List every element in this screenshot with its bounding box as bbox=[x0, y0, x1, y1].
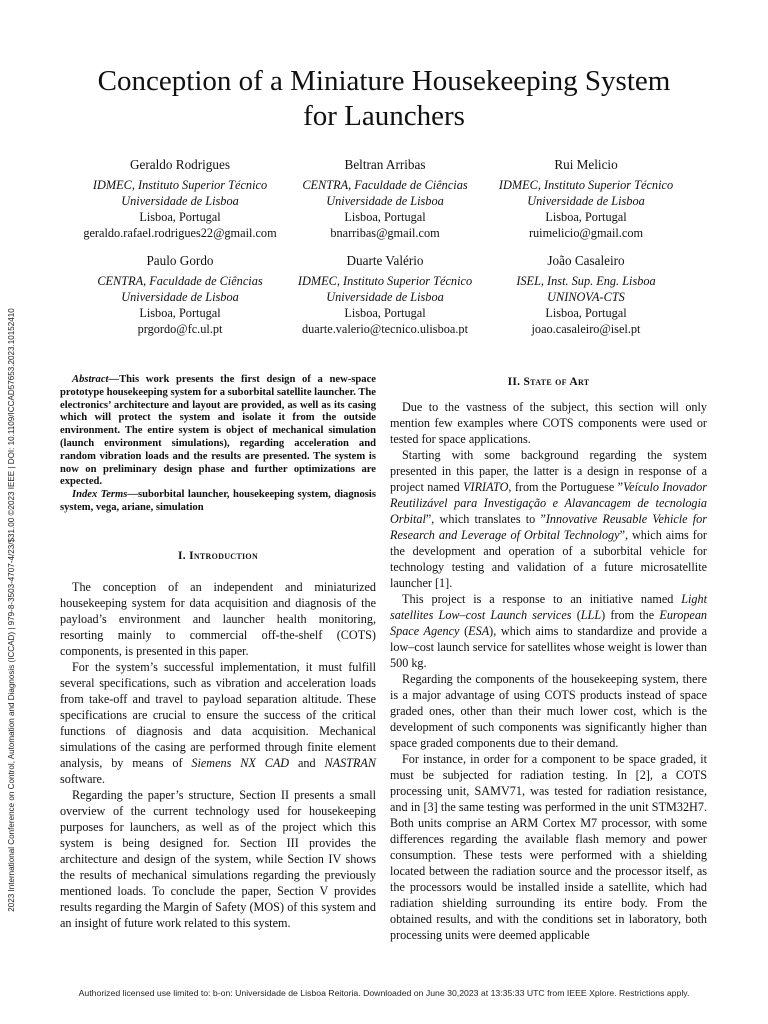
text-run: ”, which translates to ” bbox=[425, 512, 546, 526]
author-email[interactable]: duarte.valerio@tecnico.ulisboa.pt bbox=[301, 322, 468, 336]
author-location: Lisboa, Portugal bbox=[344, 306, 426, 320]
text-run-italic: Light satellites Low–cost Launch services bbox=[390, 592, 707, 622]
right-column bbox=[390, 374, 707, 943]
author-affiliation: IDMEC, Instituto Superior Técnico bbox=[498, 178, 674, 192]
paper-title bbox=[40, 64, 728, 134]
author-location: Lisboa, Portugal bbox=[545, 210, 627, 224]
text-run-italic: Veículo Inovador Reutilizável para Investigação e Alavancagem de tecnologia Orbital bbox=[390, 480, 707, 526]
paragraph bbox=[390, 447, 707, 591]
author-location: Lisboa, Portugal bbox=[344, 210, 426, 224]
author-email[interactable]: bnarribas@gmail.com bbox=[330, 226, 440, 240]
text-run: For the system’s successful implementation, it must fulfill several specifications, such as vibration and acceleration loads from take-off and travel to payload separation altitude. These specifications are crucial to ensure the success of the critical functions of diagnosis and data acquisition. Mechanical simulations of the casing are performed through finite element analysis, by means of bbox=[60, 659, 376, 770]
paragraph: For instance, in order for a component to be space graded, it must be subjected for radiation testing. In [2], a COTS processing unit, SAMV71, was tested for radiation resistance, and in [3] the same testing was performed in the unit STM32H7. Both units comprise an ARM Cortex M7 processor, with some differences regarding the available flash memory and power consumption. These tests were performed with a shielding located between the radiation source and the processor itself, as the processors would be installed inside a satellite, which had radiation shielding surrounding its entire body. From the obtained results, and with the conditions set in laboratory, both processing units were deemed applicable bbox=[390, 752, 707, 942]
paragraph: Due to the vastness of the subject, this section will only mention few examples where COTS components were used or tested for space applications. bbox=[390, 400, 707, 446]
author-block bbox=[80, 157, 280, 241]
title-line-2: for Launchers bbox=[303, 100, 465, 132]
text-run-italic: VIRIATO bbox=[463, 480, 509, 494]
text-run-italic: LLL bbox=[580, 608, 602, 622]
text-run: ) from the bbox=[601, 608, 660, 622]
author-affiliation: Universidade de Lisboa bbox=[121, 194, 239, 208]
section-heading: I. Introduction bbox=[177, 549, 259, 562]
author-block bbox=[486, 253, 686, 337]
author-name: Beltran Arribas bbox=[344, 157, 426, 172]
text-run: Starting with some background regarding the system presented in this paper, the latter is a design in response of a project named bbox=[390, 448, 707, 494]
abstract-block bbox=[60, 374, 376, 515]
abstract-text: —This work presents the first design of a new-space prototype housekeeping system for a suborbital satellite launcher. The electronics’ architecture and layout are provided, as well as its casing which will protect the system and isolate it from the outside environment. The entire system is object of mechanical simulation (launch environment simulations), regarding acceleration and random vibration loads and the results are presented. The system is now on preliminary design phase and further optimizations are expected. bbox=[60, 374, 376, 488]
author-location: Lisboa, Portugal bbox=[139, 210, 221, 224]
author-affiliation: IDMEC, Instituto Superior Técnico bbox=[297, 274, 473, 288]
author-name: Paulo Gordo bbox=[146, 253, 214, 268]
text-run-italic: Innovative Reusable Vehicle for Research and Leverage of Orbital Technology bbox=[390, 512, 707, 542]
side-citation-note: 2023 International Conference on Control, Automation and Diagnosis (ICCAD) | 979-8-3503-4707-4/23/$31.00 ©2023 IEEE | DOI: 10.1109/ICCAD57653.2023.10152410 bbox=[7, 308, 16, 912]
index-terms-text: —suborbital launcher, housekeeping system, diagnosis system, vega, ariane, simulation bbox=[60, 489, 376, 513]
author-name: João Casaleiro bbox=[547, 253, 625, 268]
author-block bbox=[285, 253, 485, 337]
paragraph: Regarding the paper’s structure, Section II presents a small overview of the current technology used for housekeeping purposes for launchers, as well as of the project which this system is being designed for. Section III provides the architecture and design of the system, while Section IV shows the results of mechanical simulations regarding the previously mentioned loads. To conclude the paper, Section V provides results regarding the Margin of Safety (MOS) of this system and an insight of future work related to this system. bbox=[60, 787, 376, 930]
author-affiliation: Universidade de Lisboa bbox=[121, 290, 239, 304]
text-run: This project is a response to an initiative named bbox=[402, 592, 682, 606]
text-run-italic: NASTRAN bbox=[324, 755, 376, 770]
title-line-1: Conception of a Miniature Housekeeping System bbox=[97, 65, 671, 97]
text-run: ), which aims to standardize and provide a low–cost launch service for satellites whose weight is lower than 500 kg. bbox=[390, 624, 707, 670]
author-affiliation: CENTRA, Faculdade de Ciências bbox=[302, 178, 468, 192]
author-block bbox=[80, 253, 280, 337]
author-location: Lisboa, Portugal bbox=[139, 306, 221, 320]
text-run-italic: Siemens NX CAD bbox=[191, 755, 290, 770]
section-heading: II. State of Art bbox=[507, 376, 590, 388]
author-block bbox=[486, 157, 686, 241]
paragraph bbox=[60, 659, 376, 787]
left-column bbox=[60, 374, 376, 931]
author-email[interactable]: prgordo@fc.ul.pt bbox=[137, 322, 223, 336]
author-affiliation: UNINOVA-CTS bbox=[547, 290, 625, 304]
text-run-italic: European Space Agency bbox=[390, 608, 708, 638]
text-run-italic: ESA bbox=[468, 624, 490, 638]
author-name: Rui Melicio bbox=[554, 157, 618, 172]
author-email[interactable]: geraldo.rafael.rodrigues22@gmail.com bbox=[83, 226, 277, 240]
author-affiliation: Universidade de Lisboa bbox=[326, 290, 444, 304]
abstract-label: Abstract bbox=[72, 374, 109, 385]
author-block bbox=[285, 157, 485, 241]
author-affiliation: ISEL, Inst. Sup. Eng. Lisboa bbox=[516, 274, 656, 288]
text-run: ( bbox=[571, 608, 581, 622]
index-terms-label: Index Terms bbox=[72, 489, 128, 501]
author-email[interactable]: ruimelicio@gmail.com bbox=[528, 226, 644, 240]
text-run: and bbox=[289, 755, 325, 770]
text-run: ( bbox=[459, 624, 469, 638]
author-location: Lisboa, Portugal bbox=[545, 306, 627, 320]
text-run: ”, which aims for the development and operation of a suborbital vehicle for technology testing and validation of a future microsatellite launcher [1]. bbox=[390, 528, 707, 590]
author-affiliation: Universidade de Lisboa bbox=[326, 194, 444, 208]
author-email[interactable]: joao.casaleiro@isel.pt bbox=[531, 322, 641, 336]
author-name: Duarte Valério bbox=[346, 253, 424, 268]
license-footer: Authorized licensed use limited to: b-on: Universidade de Lisboa Reitoria. Downloaded on June 30,2023 at 13:35:33 UTC from IEEE Xplore. Restrictions apply. bbox=[78, 988, 690, 998]
paragraph bbox=[390, 591, 707, 671]
paragraph: Regarding the components of the housekeeping system, there is a major advantage of using COTS products instead of space graded ones, other than their much lower cost, which is the development of such components was significantly higher than space graded components due to their demand. bbox=[390, 672, 707, 750]
author-affiliation: IDMEC, Instituto Superior Técnico bbox=[92, 178, 268, 192]
paragraph: The conception of an independent and miniaturized housekeeping system for data acquisition and diagnosis of the payload’s environment and launcher health monitoring, resorting mainly to commercial off-the-shelf (COTS) components, is presented in this paper. bbox=[60, 579, 376, 658]
author-affiliation: Universidade de Lisboa bbox=[527, 194, 645, 208]
text-run: software. bbox=[60, 771, 106, 786]
text-run: , from the Portuguese ” bbox=[508, 480, 624, 494]
author-name: Geraldo Rodrigues bbox=[130, 157, 230, 172]
author-affiliation: CENTRA, Faculdade de Ciências bbox=[97, 274, 263, 288]
